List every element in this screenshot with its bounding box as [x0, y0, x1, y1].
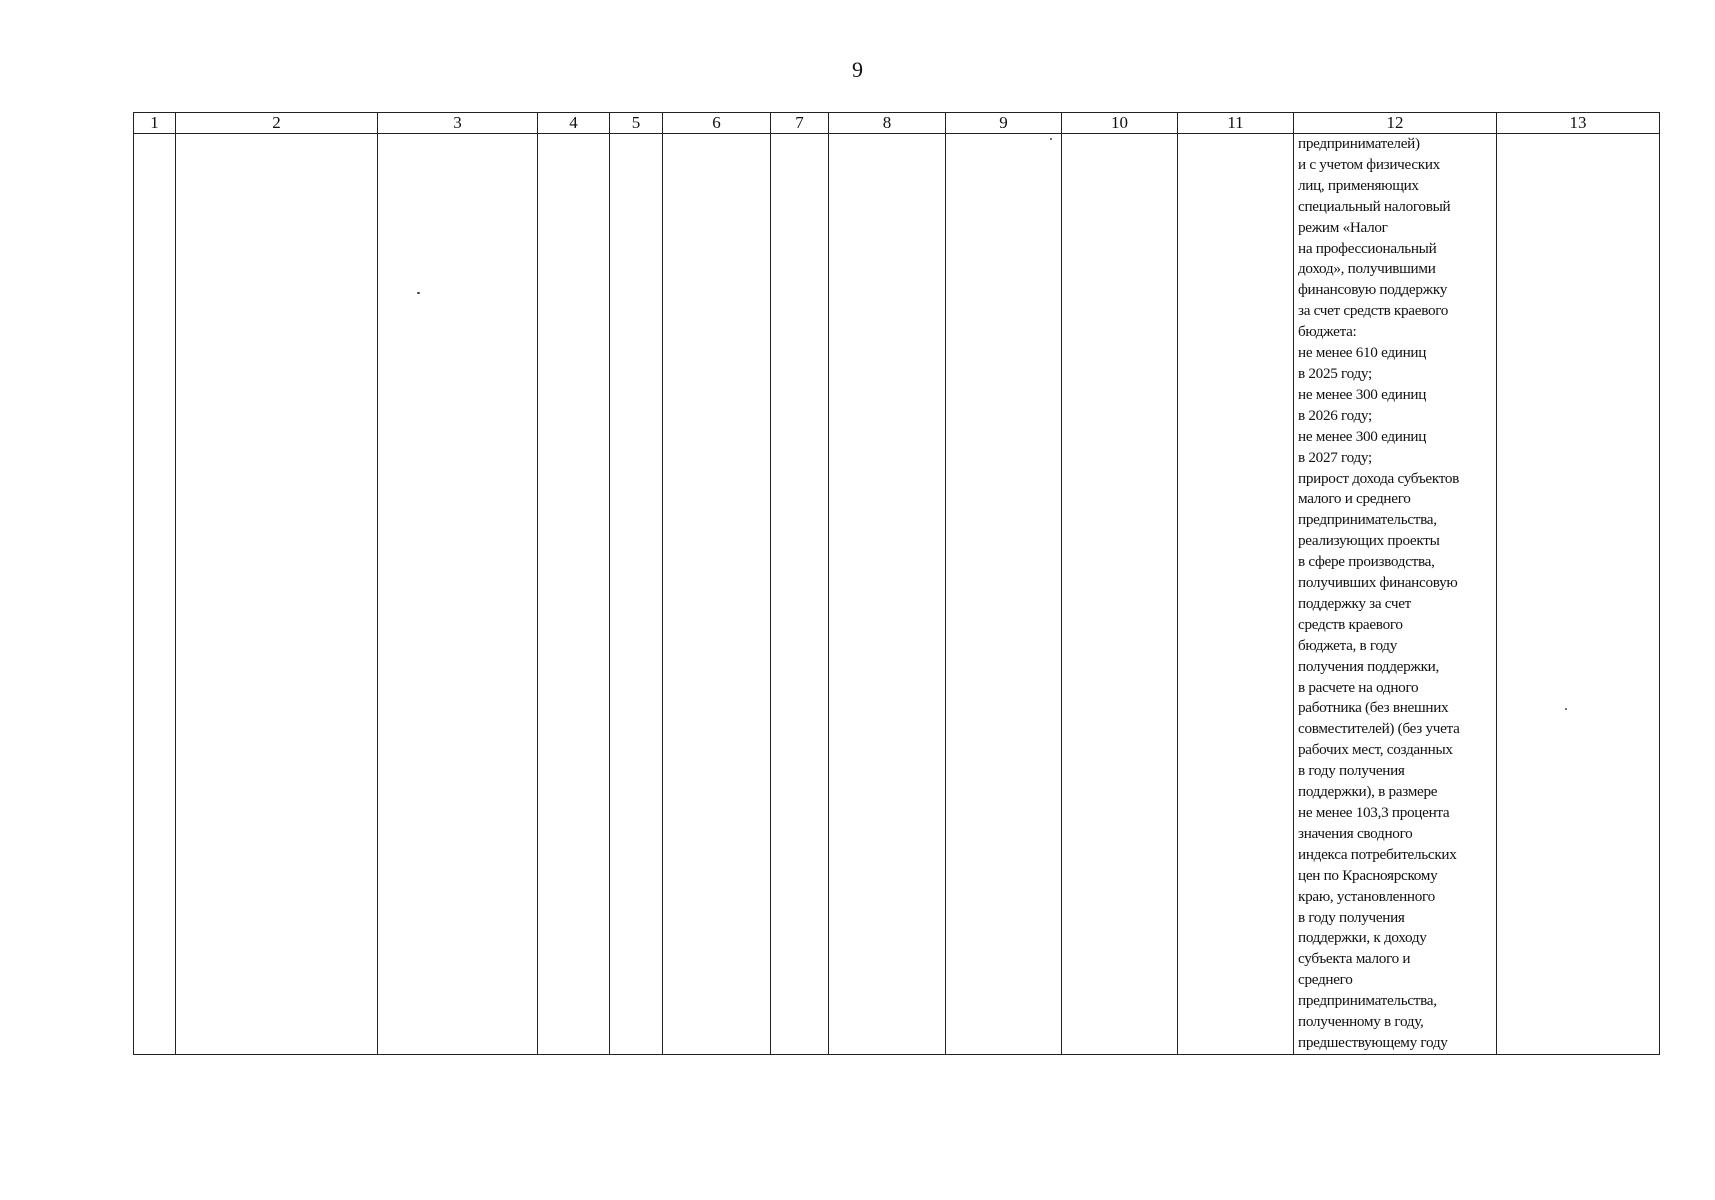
text-line: не менее 300 единиц: [1298, 385, 1427, 403]
text-line: не менее 103,3 процента: [1298, 804, 1450, 821]
cell-col-9: [946, 134, 1062, 1055]
text-line: краю, установленного: [1298, 887, 1435, 905]
text-line: бюджета, в году: [1298, 636, 1398, 654]
text-line: поддержки), в размере: [1298, 783, 1438, 801]
text-line: финансовую поддержку: [1298, 281, 1448, 299]
text-line: малого и среднего: [1298, 490, 1411, 508]
page-number: 9: [852, 57, 863, 82]
text-line: режим «Налог: [1298, 218, 1388, 236]
text-line: предпринимательства,: [1298, 992, 1437, 1010]
cell-col-6: [663, 134, 771, 1055]
text-line: не менее 610 единиц: [1298, 344, 1427, 362]
column-header-11: 11: [1178, 113, 1294, 134]
text-line: среднего: [1298, 971, 1353, 989]
column-header-7: 7: [771, 113, 829, 134]
scan-speck: [1565, 708, 1567, 710]
cell-col-5: [610, 134, 663, 1055]
text-line: не менее 300 единиц: [1298, 427, 1427, 445]
column-header-5: 5: [610, 113, 663, 134]
text-line: работника (без внешних: [1298, 699, 1449, 717]
text-line: доход», получившими: [1298, 260, 1436, 278]
text-line: лиц, применяющих: [1298, 176, 1419, 194]
column-header-6: 6: [663, 113, 771, 134]
column-header-1: 1: [134, 113, 176, 134]
document-table: [133, 112, 1660, 1055]
text-line: совместителей) (без учета: [1298, 720, 1460, 738]
table-row: [134, 134, 1660, 1055]
cell-col-12: [1294, 134, 1497, 1055]
text-line: предпринимательства,: [1298, 511, 1437, 529]
text-line: рабочих мест, созданных: [1298, 741, 1453, 759]
text-line: поддержку за счет: [1298, 594, 1412, 612]
text-line: на профессиональный: [1298, 239, 1437, 257]
column-header-2: 2: [176, 113, 378, 134]
text-line: и с учетом физических: [1298, 155, 1440, 173]
text-line: предшествующему году: [1298, 1033, 1448, 1051]
text-line: средств краевого: [1298, 615, 1403, 633]
header-row: [134, 113, 1660, 134]
column-header-3: 3: [378, 113, 538, 134]
scan-speck: [417, 292, 420, 294]
column-header-4: 4: [538, 113, 610, 134]
text-line: специальный налоговый: [1298, 197, 1451, 215]
text-line: значения сводного: [1298, 824, 1413, 842]
text-line: за счет средств краевого: [1298, 302, 1449, 320]
cell-col-10: [1062, 134, 1178, 1055]
cell-col-12-text: [1294, 134, 1496, 1054]
cell-col-11: [1178, 134, 1294, 1055]
cell-col-13: [1497, 134, 1660, 1055]
text-line: получения поддержки,: [1298, 657, 1439, 675]
text-line: субъекта малого и: [1298, 950, 1411, 968]
cell-col-7: [771, 134, 829, 1055]
text-line: получивших финансовую: [1298, 574, 1458, 592]
text-line: в 2025 году;: [1298, 364, 1372, 382]
text-line: в году получения: [1298, 762, 1405, 780]
text-line: поддержки, к доходу: [1298, 929, 1427, 947]
cell-col-2: [176, 134, 378, 1055]
text-line: в расчете на одного: [1298, 678, 1419, 696]
text-line: индекса потребительских: [1298, 845, 1457, 863]
text-line: в 2026 году;: [1298, 406, 1372, 424]
text-line: бюджета:: [1298, 323, 1357, 341]
column-header-12: 12: [1294, 113, 1497, 134]
text-line: предпринимателей): [1298, 135, 1420, 152]
text-line: в 2027 году;: [1298, 448, 1372, 466]
column-header-10: 10: [1062, 113, 1178, 134]
cell-col-3: [378, 134, 538, 1055]
text-line: полученному в году,: [1298, 1013, 1424, 1031]
column-header-13: 13: [1497, 113, 1660, 134]
text-line: в году получения: [1298, 908, 1405, 926]
column-header-8: 8: [829, 113, 946, 134]
text-line: цен по Красноярскому: [1298, 866, 1438, 884]
cell-col-8: [829, 134, 946, 1055]
cell-col-4: [538, 134, 610, 1055]
text-line: прирост дохода субъектов: [1298, 469, 1460, 487]
cell-col-1: [134, 134, 176, 1055]
text-line: реализующих проекты: [1298, 532, 1440, 550]
scan-speck: [1050, 138, 1052, 140]
text-line: в сфере производства,: [1298, 553, 1435, 571]
column-header-9: 9: [946, 113, 1062, 134]
